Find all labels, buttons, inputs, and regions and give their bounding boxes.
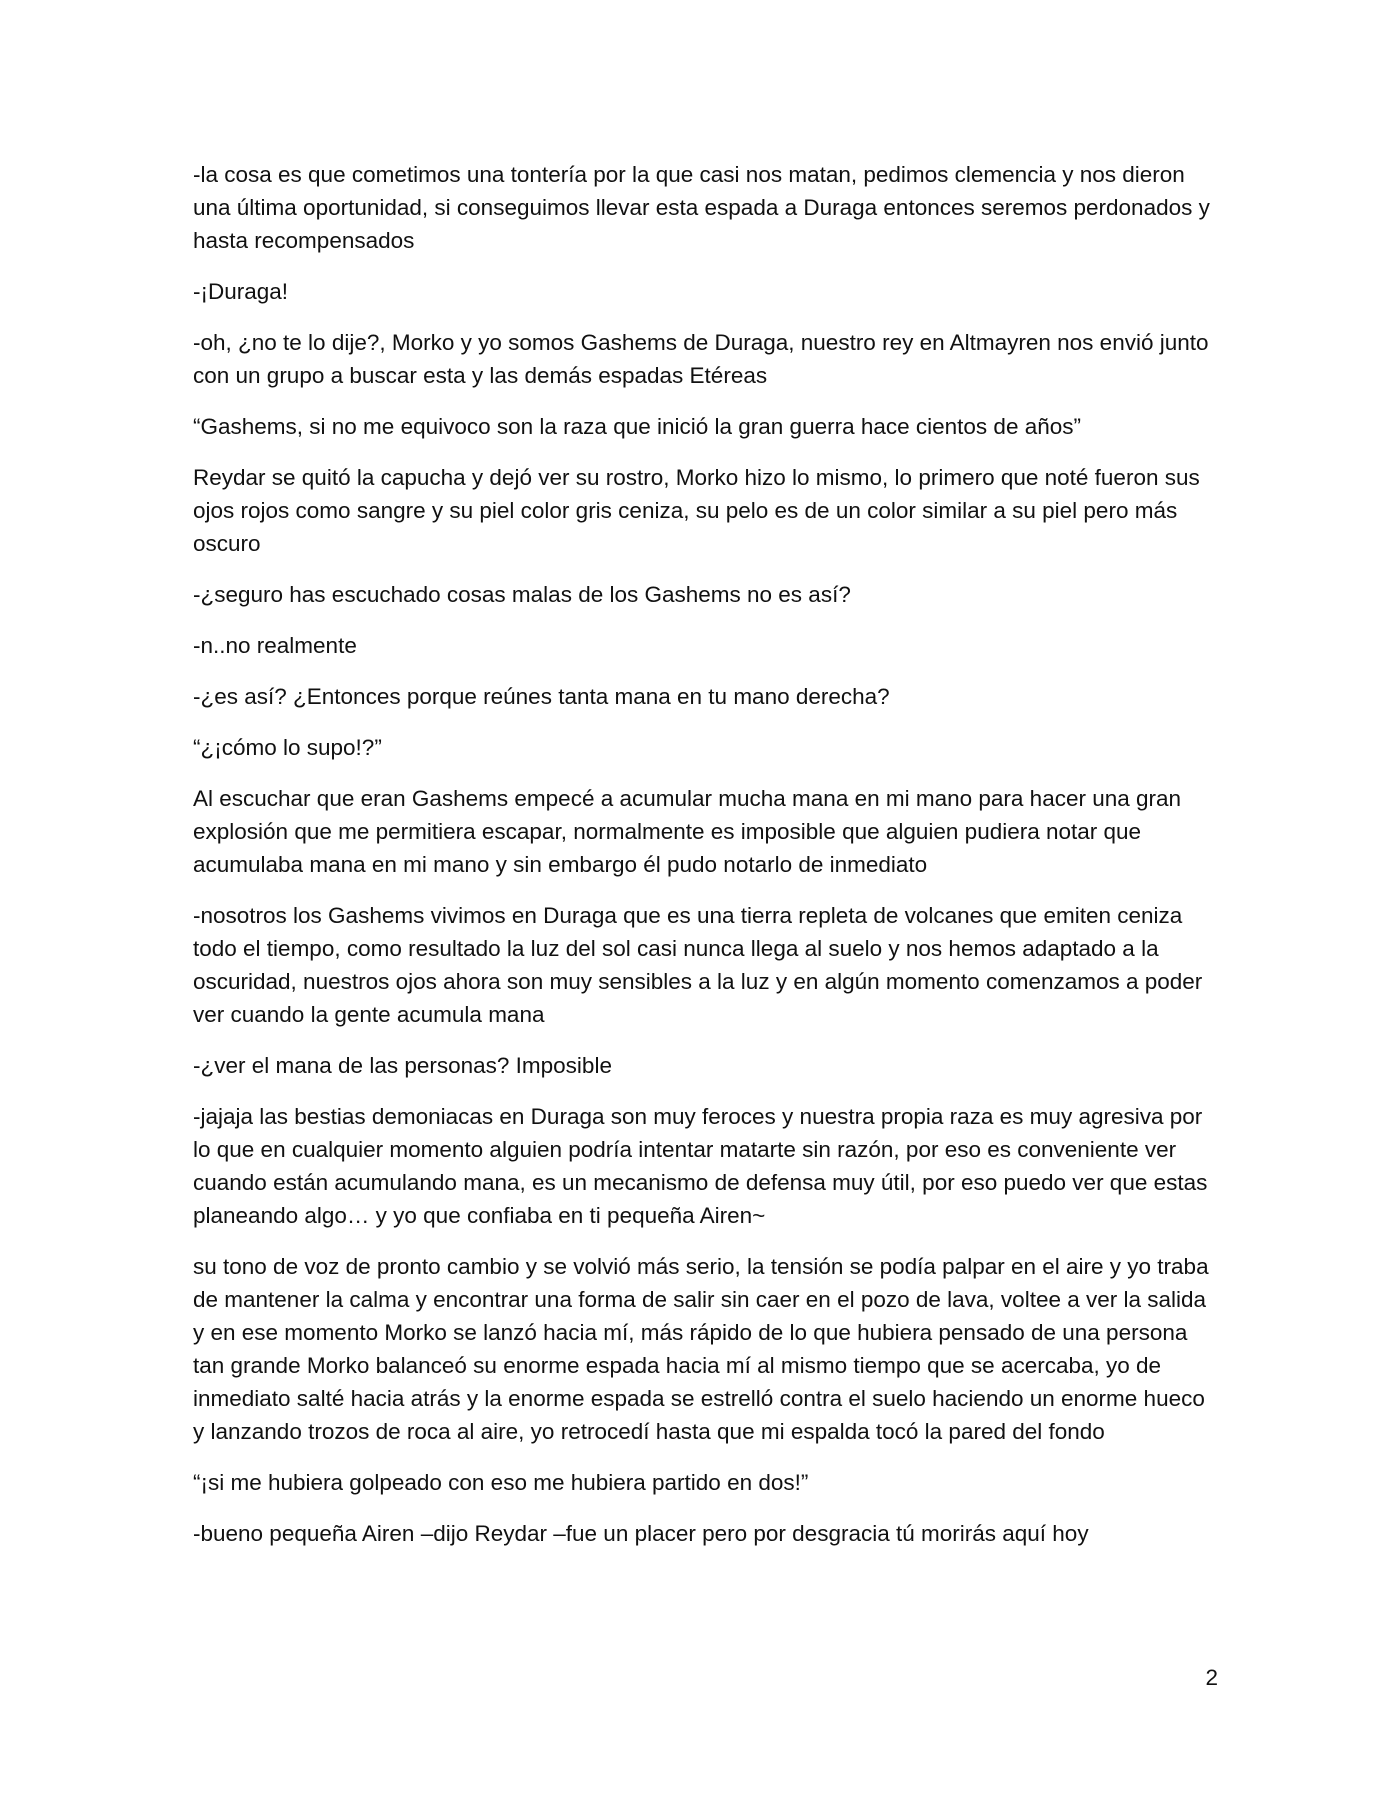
paragraph: -¿ver el mana de las personas? Imposible bbox=[193, 1053, 612, 1078]
paragraph: -jajaja las bestias demoniacas en Duraga son muy feroces y nuestra propia raza es muy agresiva por lo que en cualquier momento alguien podría intentar matarte sin razón, por eso es conveniente ver cuando están acumulando mana, es un mecanismo de defensa muy útil, por eso puedo ver que estas planeando algo… y yo que confiaba en ti pequeña Airen~ bbox=[193, 1104, 1208, 1228]
paragraph: -oh, ¿no te lo dije?, Morko y yo somos Gashems de Duraga, nuestro rey en Altmayren nos envió junto con un grupo a buscar esta y las demás espadas Etéreas bbox=[193, 330, 1209, 388]
paragraph: -n..no realmente bbox=[193, 633, 357, 658]
paragraph: Reydar se quitó la capucha y dejó ver su rostro, Morko hizo lo mismo, lo primero que noté fueron sus ojos rojos como sangre y su piel color gris ceniza, su pelo es de un color similar a su piel pero más oscuro bbox=[193, 465, 1200, 556]
paragraph: -¿es así? ¿Entonces porque reúnes tanta mana en tu mano derecha? bbox=[193, 684, 890, 709]
paragraph: -nosotros los Gashems vivimos en Duraga que es una tierra repleta de volcanes que emiten ceniza todo el tiempo, como resultado la luz del sol casi nunca llega al suelo y nos hemos adaptado a la oscuridad, nuestros ojos ahora son muy sensibles a la luz y en algún momento comenzamos a poder ver cuando la gente acumula mana bbox=[193, 903, 1203, 1027]
paragraph: “Gashems, si no me equivoco son la raza que inició la gran guerra hace cientos de años” bbox=[193, 414, 1081, 439]
paragraph: “¿¡cómo lo supo!?” bbox=[193, 735, 382, 760]
page-body bbox=[193, 158, 1213, 1568]
paragraph: -¡Duraga! bbox=[193, 279, 289, 304]
paragraph: su tono de voz de pronto cambio y se volvió más serio, la tensión se podía palpar en el aire y yo traba de mantener la calma y encontrar una forma de salir sin caer en el pozo de lava, voltee a ver la salida y en ese momento Morko se lanzó hacia mí, más rápido de lo que hubiera pensado de una persona tan grande Morko balanceó su enorme espada hacia mí al mismo tiempo que se acercaba, yo de inmediato salté hacia atrás y la enorme espada se estrelló contra el suelo haciendo un enorme hueco y lanzando trozos de roca al aire, yo retrocedí hasta que mi espalda tocó la pared del fondo bbox=[193, 1254, 1209, 1444]
paragraph: -¿seguro has escuchado cosas malas de los Gashems no es así? bbox=[193, 582, 851, 607]
paragraph: -la cosa es que cometimos una tontería por la que casi nos matan, pedimos clemencia y nos dieron una última oportunidad, si conseguimos llevar esta espada a Duraga entonces seremos perdonados y hasta recompensados bbox=[193, 162, 1210, 253]
paragraph: “¡si me hubiera golpeado con eso me hubiera partido en dos!” bbox=[193, 1470, 809, 1495]
paragraph: Al escuchar que eran Gashems empecé a acumular mucha mana en mi mano para hacer una gran explosión que me permitiera escapar, normalmente es imposible que alguien pudiera notar que acumulaba mana en mi mano y sin embargo él pudo notarlo de inmediato bbox=[193, 786, 1182, 877]
page-number: 2 bbox=[1205, 1665, 1218, 1690]
paragraph: -bueno pequeña Airen –dijo Reydar –fue un placer pero por desgracia tú morirás aquí hoy bbox=[193, 1521, 1089, 1546]
